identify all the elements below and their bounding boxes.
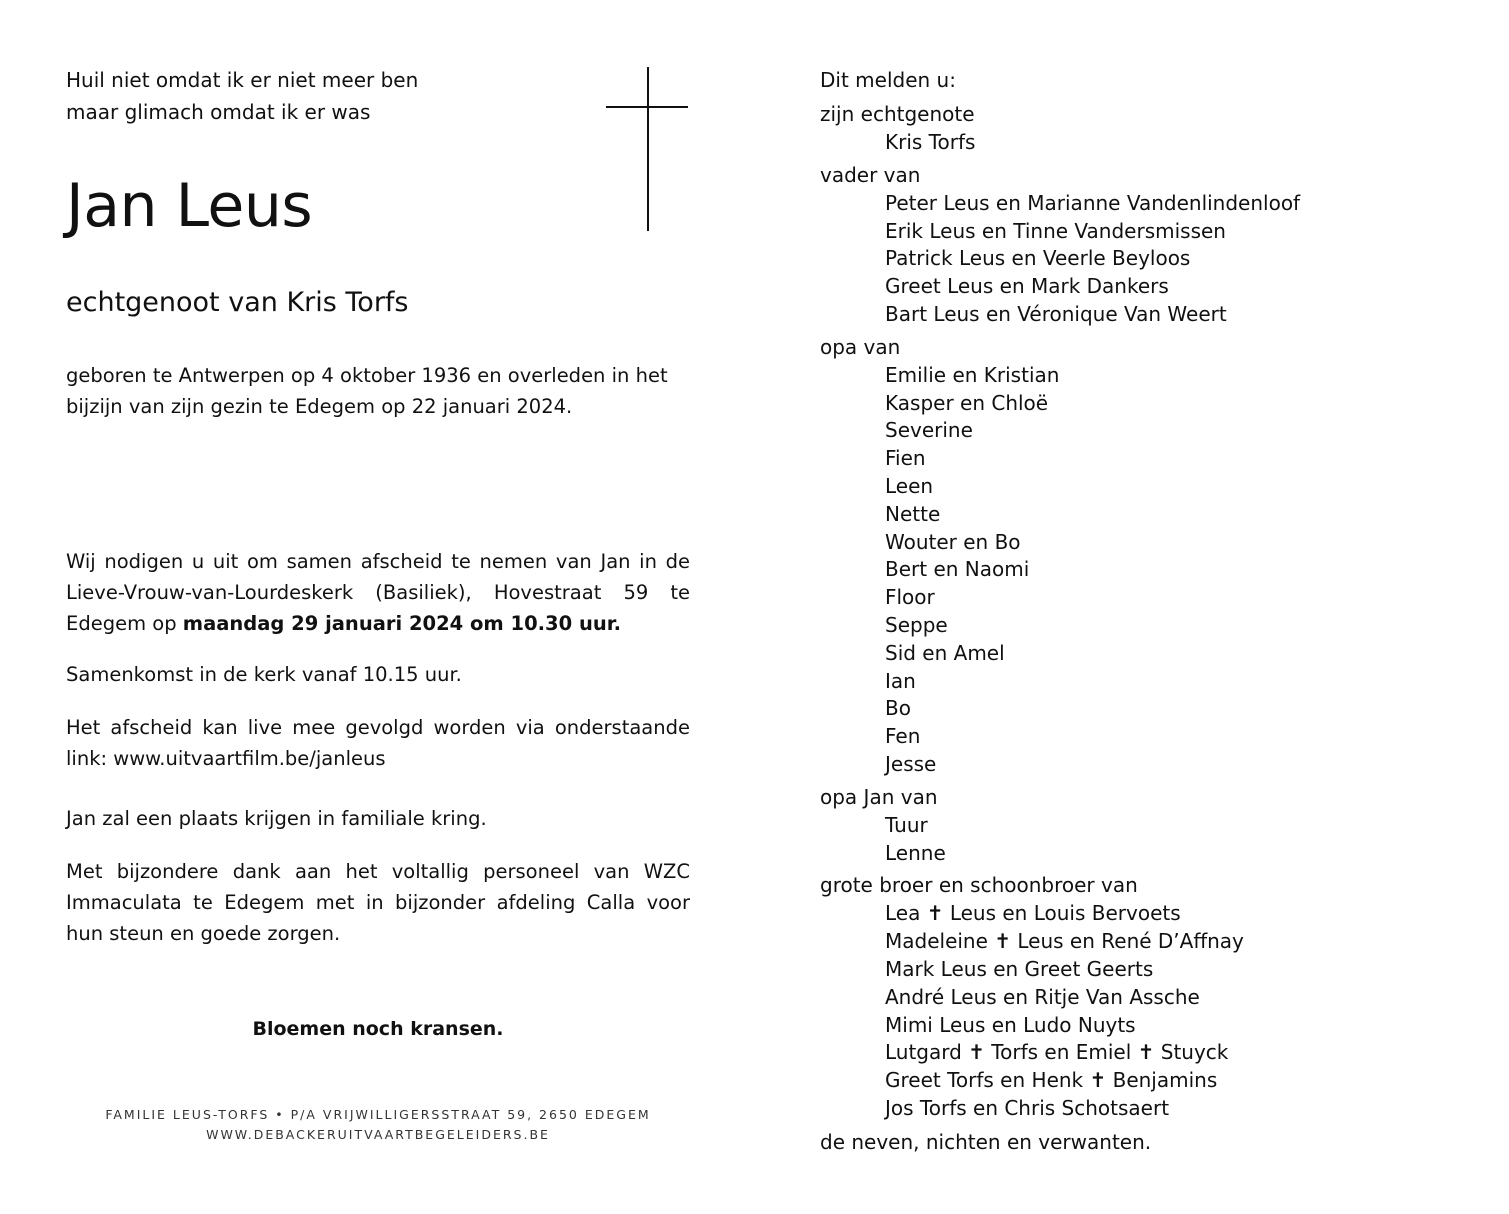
list-item: Jesse	[885, 751, 937, 776]
list-item: Tuur	[885, 812, 928, 837]
list-item: Lutgard ✝ Torfs en Emiel ✝ Stuyck	[885, 1040, 1229, 1065]
list-item: Kris Torfs	[885, 130, 976, 154]
list-item: Lea ✝ Leus en Louis Bervoets	[885, 901, 1181, 926]
announcement-intro: Dit melden u:	[820, 68, 956, 92]
list-item: Fen	[885, 724, 921, 749]
list-item: Fien	[885, 446, 926, 471]
quote-line-2: maar glimach omdat ik er was	[66, 100, 371, 124]
list-item: Floor	[885, 585, 935, 610]
invitation-text: Wij nodigen u uit om samen afscheid te nemen van Jan in de Lieve-Vrouw-van-Lourdeskerk (Basiliek), Hovestraat 59 te Edegem op	[66, 550, 690, 635]
spouse-line: echtgenoot van Kris Torfs	[66, 287, 409, 318]
family-announcement	[820, 64, 1490, 1157]
list-item: Greet Leus en Mark Dankers	[885, 274, 1169, 299]
list-item: Peter Leus en Marianne Vandenlindenloof	[885, 190, 1301, 215]
group-heading-children: vader van	[820, 162, 921, 187]
list-item: Lenne	[885, 840, 946, 865]
list-item: Mimi Leus en Ludo Nuyts	[885, 1012, 1136, 1037]
invitation-paragraph	[66, 546, 690, 639]
footer-website: WWW.DEBACKERUITVAARTBEGELEIDERS.BE	[206, 1127, 550, 1142]
list-item: Bert en Naomi	[885, 557, 1030, 582]
thanks-text: Met bijzondere dank aan het voltallig personeel van WZC Immaculata te Edegem met in bijzonder afdeling Calla voor hun steun en goede zorgen.	[66, 860, 690, 945]
flowers-note: Bloemen noch kransen.	[252, 1018, 504, 1040]
footer-address: FAMILIE LEUS-TORFS • P/A VRIJWILLIGERSSTRAAT 59, 2650 EDEGEM	[105, 1107, 651, 1122]
list-item: André Leus en Ritje Van Assche	[885, 984, 1200, 1009]
resting-place-text: Jan zal een plaats krijgen in familiale kring.	[66, 807, 487, 830]
list-item: Severine	[885, 418, 973, 443]
list-item: Jos Torfs en Chris Schotsaert	[885, 1095, 1170, 1120]
list-item: Madeleine ✝ Leus en René D’Affnay	[885, 929, 1244, 954]
group-heading-spouse: zijn echtgenote	[820, 102, 975, 126]
gathering-text: Samenkomst in de kerk vanaf 10.15 uur.	[66, 663, 462, 686]
group-heading-siblings: grote broer en schoonbroer van	[820, 873, 1138, 898]
quote-block	[66, 64, 690, 128]
list-item: Bart Leus en Véronique Van Weert	[885, 301, 1227, 326]
group-heading-grandchildren: opa van	[820, 334, 901, 359]
list-item: Erik Leus en Tinne Vandersmissen	[885, 218, 1226, 243]
deceased-name: Jan Leus	[66, 171, 313, 241]
group-heading-great-grandchildren: opa Jan van	[820, 784, 938, 809]
list-item: Seppe	[885, 612, 948, 637]
announcement-closing: de neven, nichten en verwanten.	[820, 1129, 1152, 1154]
list-item: Bo	[885, 696, 911, 721]
list-item: Emilie en Kristian	[885, 362, 1060, 387]
list-item: Sid en Amel	[885, 640, 1005, 665]
funeral-date-time: maandag 29 januari 2024 om 10.30 uur.	[182, 612, 621, 635]
list-item: Greet Torfs en Henk ✝ Benjamins	[885, 1068, 1218, 1093]
livestream-text: Het afscheid kan live mee gevolgd worden via onderstaande link: www.uitvaartfilm.be/janleus	[66, 716, 690, 770]
birth-death-text: geboren te Antwerpen op 4 oktober 1936 en overleden in het bijzijn van zijn gezin te Edegem op 22 januari 2024.	[66, 364, 668, 418]
list-item: Leen	[885, 473, 934, 498]
list-item: Patrick Leus en Veerle Beyloos	[885, 246, 1191, 271]
list-item: Nette	[885, 501, 941, 526]
footer	[66, 1105, 690, 1145]
list-item: Ian	[885, 668, 916, 693]
list-item: Mark Leus en Greet Geerts	[885, 956, 1154, 981]
cross-icon	[606, 67, 688, 231]
list-item: Kasper en Chloë	[885, 390, 1049, 415]
list-item: Wouter en Bo	[885, 529, 1021, 554]
quote-line-1: Huil niet omdat ik er niet meer ben	[66, 68, 419, 92]
